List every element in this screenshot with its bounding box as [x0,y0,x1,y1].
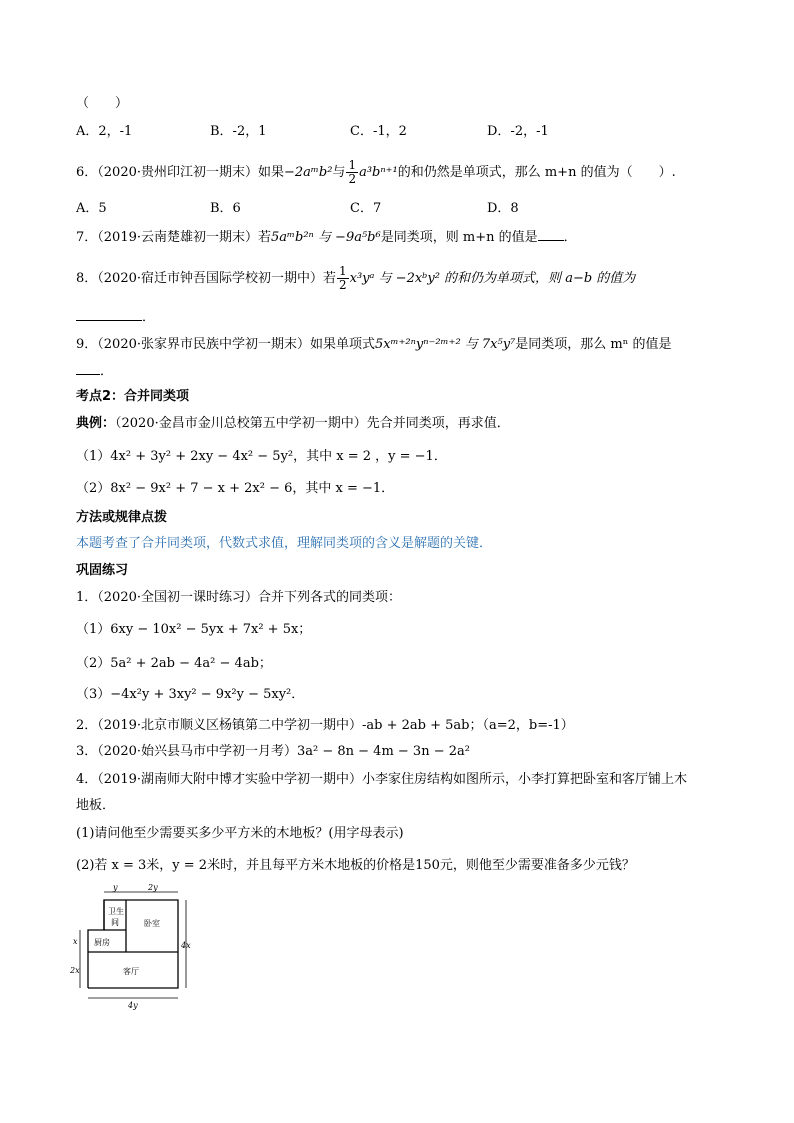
example-part-1: （1）4x² + 3y² + 2xy − 4x² − 5y²，其中 x = 2 ，y = −1． [76,449,447,464]
q8-expr: x³yᵃ 与 −2xᵇy² 的和仍为单项式，则 a−b 的值为 [349,271,636,286]
fig-label-4y: 4y [128,1001,138,1010]
q9-answer-blank [76,374,100,375]
q6-suffix: 的和仍然是单项式，那么 m+n 的值为（ ）. [397,165,676,180]
q5-parenthesis: （ ） [76,96,129,111]
q6-option-c: C．7 [350,201,382,216]
q6-frac-den: 2 [348,172,357,186]
q5-option-a: A．2，-1 [76,124,133,139]
question-9 [76,335,672,355]
practice-1-part-3: （3）−4x²y + 3xy² − 9x²y − 5xy²． [76,687,305,702]
fig-label-bedroom: 卧室 [144,919,160,928]
q6-option-b: B．6 [210,201,241,216]
q6-and: 与 [332,165,346,180]
question-8 [76,264,635,294]
fig-label-living: 客厅 [123,967,139,976]
q9-expr: 5xᵐ⁺²ⁿyⁿ⁻²ᵐ⁺² 与 7x⁵y⁷ [375,337,516,352]
practice-2: 2．（2019·北京市顺义区杨镇第二中学初一期中）-ab + 2ab + 5ab；（a=2，b=-1） [76,718,574,733]
practice-1-part-2: （2）5a² + 2ab − 4a² − 4ab； [76,656,272,671]
q6-term1: −2aᵐb² [284,165,333,180]
q7-answer-blank [538,240,564,241]
fig-label-x: x [73,937,78,946]
q9-end: ． [100,364,114,379]
q8-fraction [337,265,349,292]
fig-label-bathroom-2: 间 [111,918,119,927]
q6-frac-num: 1 [348,158,357,172]
example-text: （2020·金昌市金川总校第五中学初一期中）先合并同类项，再求值． [115,416,510,431]
practice-4-line-2: 地板． [76,798,116,813]
topic-2-heading: 考点2：合并同类项 [76,389,190,404]
q7-prefix: 7．（2019·云南楚雄初一期末）若 [76,230,271,245]
q9-answer-line [76,362,113,382]
q6-option-a: A．5 [76,201,107,216]
fig-label-y: y [113,883,118,892]
q5-option-b: B．-2，1 [210,124,267,139]
fig-label-4x: 4x [181,941,191,950]
q6-term2: a³bⁿ⁺¹ [359,165,398,180]
practice-4-question-2: (2)若 x = 3米，y = 2米时，并且每平方米木地板的价格是150元，则他至少需要准备多少元钱？ [76,858,635,873]
practice-1: 1．（2020·全国初一课时练习）合并下列各式的同类项： [76,590,401,605]
q7-end: ． [563,230,577,245]
q6-prefix: 6．（2020·贵州印江初一期末）如果 [76,165,284,180]
floor-plan-figure [70,882,200,1012]
practice-4-line-1: 4．（2019·湖南师大附中博才实验中学初一期中）小李家住房结构如图所示，小李打算把卧室和客厅铺上木 [76,772,687,787]
q8-frac-den: 2 [339,278,347,292]
q8-end: ． [142,310,156,325]
q8-frac-num: 1 [339,264,347,278]
q9-prefix: 9．（2020·张家界市民族中学初一期末）如果单项式 [76,337,375,352]
q5-option-c: C．-1，2 [350,124,407,139]
example-intro [76,414,510,434]
q8-prefix: 8．（2020·宿迁市钟吾国际学校初一期中）若 [76,271,336,286]
method-text: 本题考查了合并同类项，代数式求值，理解同类项的含义是解题的关键． [76,536,493,551]
practice-4-question-1: (1)请问他至少需要买多少平方米的木地板？(用字母表示) [76,826,404,841]
method-heading: 方法或规律点拨 [76,510,168,525]
q7-suffix: 是同类项，则 m+n 的值是 [380,230,538,245]
fig-label-2x: 2x [70,966,80,975]
question-6 [76,158,676,188]
q9-suffix: 是同类项，那么 mⁿ 的值是 [515,337,672,352]
q7-expr: 5aᵐb²ⁿ 与 −9a⁵b⁶ [271,230,381,245]
q8-answer-blank [76,320,142,321]
fig-label-bathroom-1: 卫生 [108,907,124,916]
question-7 [76,228,577,248]
fig-label-kitchen: 厨房 [94,938,110,947]
example-label: 典例： [76,416,116,431]
practice-3: 3．（2020·始兴县马市中学初一月考）3a² − 8n − 4m − 3n − 2a² [76,744,470,759]
q6-fraction [346,159,358,186]
q5-option-d: D．-2，-1 [487,124,549,139]
practice-1-part-1: （1）6xy − 10x² − 5yx + 7x² + 5x； [76,622,312,637]
q8-answer-line [76,308,155,328]
practice-heading: 巩固练习 [76,563,129,578]
example-part-2: （2）8x² − 9x² + 7 − x + 2x² − 6，其中 x = −1． [76,481,395,496]
fig-label-2y: 2y [148,883,158,892]
q6-option-d: D．8 [487,201,519,216]
